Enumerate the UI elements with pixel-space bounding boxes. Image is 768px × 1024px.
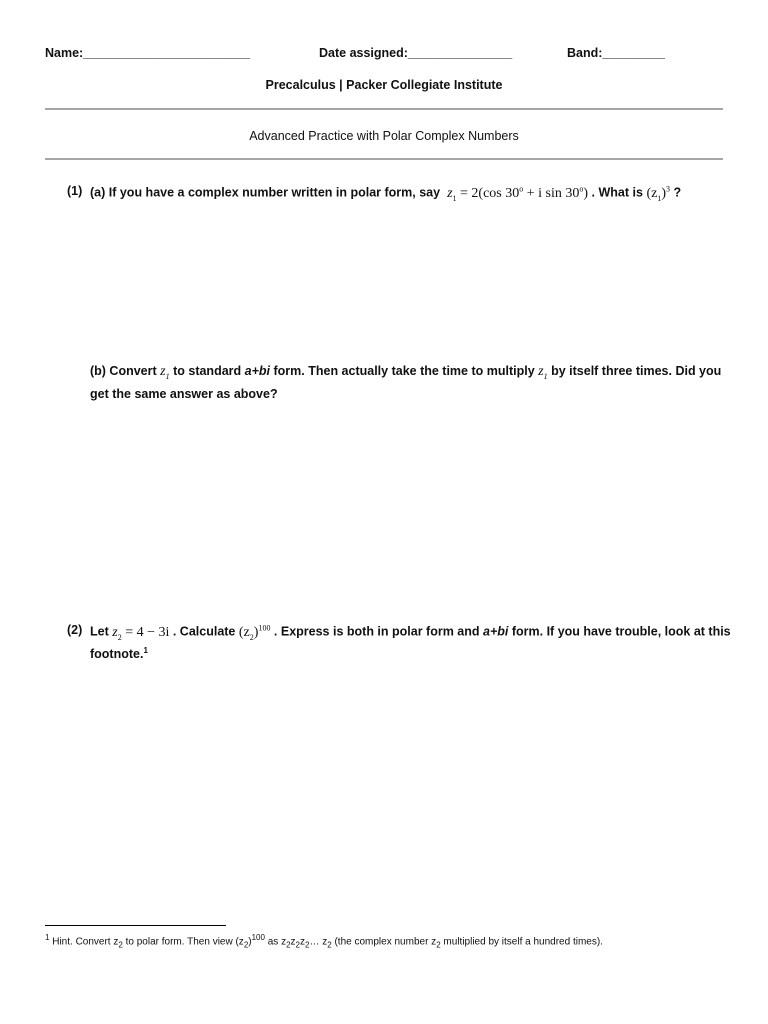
question-1b-line-2: get the same answer as above? bbox=[90, 387, 278, 401]
z1-symbol: $z_1$ bbox=[538, 364, 548, 381]
z2-power-expression: $(z_2)^{100}$ bbox=[238, 623, 271, 642]
question-1b-line-1: (b) Convert $z_1$ to standard a+bi form. Then actually take the time to multiply $z_1$ by itself three times. Did you bbox=[90, 364, 722, 381]
z1-polar-expression: $z_1 = 2(\cos$ 30$^o$ + i sin 30$^o$) bbox=[447, 184, 589, 203]
z1-cubed-expression: $(z_1)^3$ bbox=[646, 184, 670, 203]
question-1a: (a) If you have a complex number written in polar form, say $z_1 = 2(\cos$ 30$^o$ + i sin 30$^o$) . What is $(z_1)^3$ ? bbox=[90, 184, 682, 203]
footnote-text: $^1$ Hint. Convert $z_2$ to polar form. Then view $(z_2)^{100}$ as $z_2z_2z_2\dots$ $z_2$ (the complex number $z_2$ multiplied by itself a hundred times). bbox=[45, 933, 603, 950]
footnote-separator bbox=[45, 925, 226, 926]
z1-symbol: $z_1$ bbox=[160, 364, 170, 381]
title-divider bbox=[45, 158, 723, 160]
z2-expression: $z_2 = 4 - 3i$ bbox=[112, 624, 170, 642]
worksheet-title: Advanced Practice with Polar Complex Numbers bbox=[249, 129, 519, 143]
name-field: Name:________________________ bbox=[45, 46, 251, 60]
date-assigned-field: Date assigned:_______________ bbox=[319, 46, 513, 60]
question-2-number: (2) bbox=[67, 623, 83, 637]
question-1-number: (1) bbox=[67, 184, 83, 198]
top-divider bbox=[45, 108, 723, 110]
footnote-reference[interactable]: 1 bbox=[143, 646, 148, 655]
question-2-line-2: footnote.$^1$ bbox=[90, 646, 148, 662]
course-title: Precalculus | Packer Collegiate Institute bbox=[265, 78, 503, 92]
band-field: Band:_________ bbox=[567, 46, 665, 60]
question-1a-text: (a) If you have a complex number written in polar form, say bbox=[90, 185, 441, 200]
question-2-line-1: Let $z_2 = 4 - 3i$ . Calculate $(z_2)^{100}$ . Express is both in polar form and a+bi form. If you have trouble, look at this bbox=[90, 623, 731, 642]
